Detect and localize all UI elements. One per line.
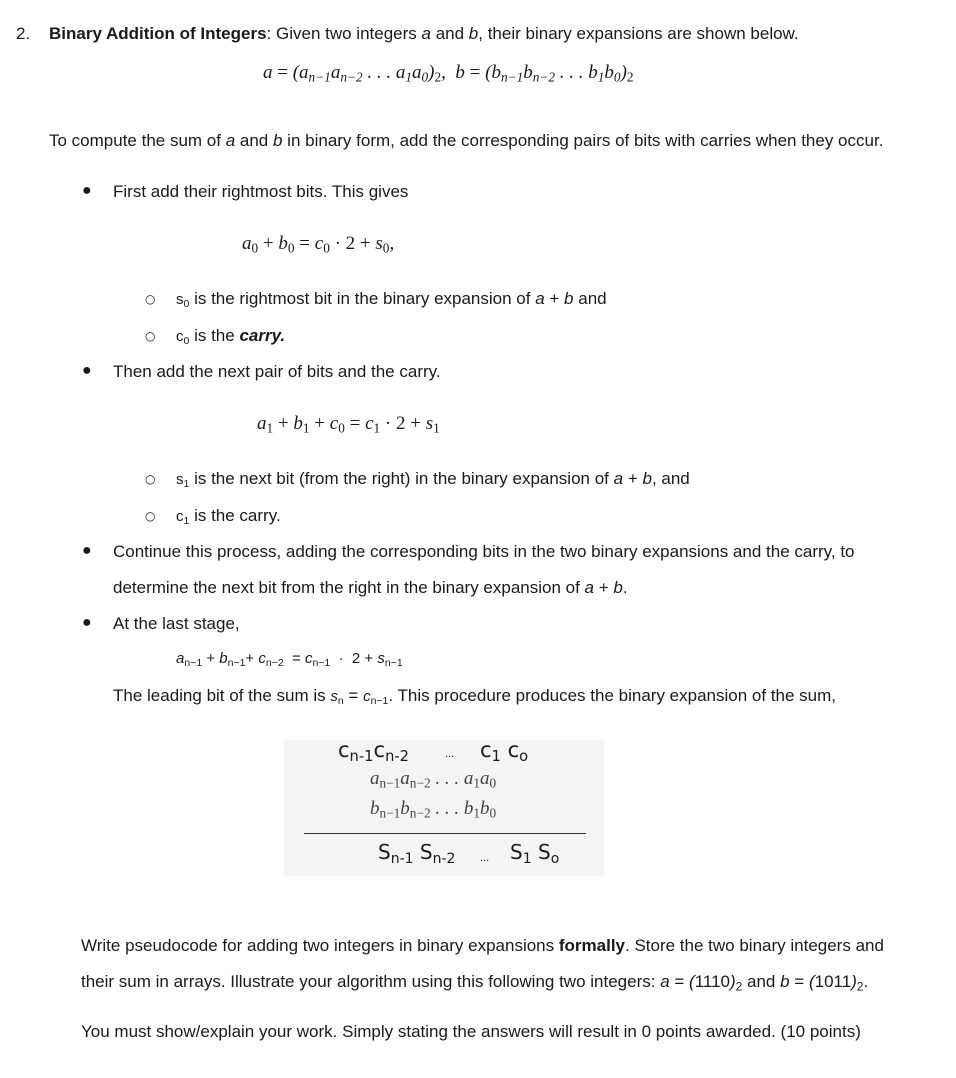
problem-heading [49,24,799,44]
step-second: Then add the next pair of bits and the carry. [113,362,441,381]
sub-bullet-icon: ○ [145,292,156,306]
problem-intro: : Given two integers a and b, their binary expansions are shown below. [266,24,799,43]
sum-row-right: $S_1$ $S_o$ [510,840,560,867]
sum-divider [304,833,586,834]
first-equation: $a_0 + b_0 = c_0 \cdot 2 + s_0$, [242,233,395,256]
first-sub-item-2: $c_0$ is the carry. [176,326,286,347]
carry-row-left: $c_{n-1}c_{n-2}$ [338,738,410,766]
second-sub-item-1: $s_1$ is the next bit (from the right) in the binary expansion of a + b, and [176,469,690,490]
task-line-1: Write pseudocode for adding two integers in binary expansions formally. Store the two binary integers and [81,936,884,955]
step-third-line-1: Continue this process, adding the corresponding bits in the two binary expansions and the carry, to [113,542,855,561]
bullet-icon: ● [82,362,92,379]
step-first: First add their rightmost bits. This gives [113,182,409,201]
second-sub-item-2: $c_1$ is the carry. [176,506,281,527]
expansion-formula: $a = (a_{n-1}a_{n-2}$ . . . $a_1a_0)_2$, $b = (b_{n-1}b_{n-2}$ . . . $b_1b_0)_2$ [263,62,634,85]
carry-row-dots: ... [445,748,455,760]
problem-title: Binary Addition of Integers [49,24,267,43]
sub-bullet-icon: ○ [145,472,156,486]
bullet-icon: ● [82,182,92,199]
sub-bullet-icon: ○ [145,509,156,523]
a-row: $a_{n-1}a_{n-2}$ . . . $a_1a_0$ [370,768,497,791]
sub-bullet-icon: ○ [145,329,156,343]
first-sub-item-1: $s_0$ is the rightmost bit in the binary expansion of a + b and [176,289,607,310]
second-equation: $a_1 + b_1 + c_0 = c_1 \cdot 2 + s_1$ [257,413,440,436]
step-third-line-2: determine the next bit from the right in the binary expansion of a + b. [113,578,628,597]
grading-note: You must show/explain your work. Simply stating the answers will result in 0 points awarded. (10 points) [81,1022,861,1041]
bullet-icon: ● [82,542,92,559]
step-fourth: At the last stage, [113,614,240,633]
task-line-2: their sum in arrays. Illustrate your algorithm using this following two integers: $a = (1110)_2$ and $b = (1011)_2$. [81,972,869,994]
bullet-icon: ● [82,614,92,631]
last-equation: $a_{n-1} + b_{n-1}+ c_{n-2} = c_{n-1} \cdot 2 + s_{n-1}$ [176,650,403,669]
method-intro: To compute the sum of a and b in binary form, add the corresponding pairs of bits with carries when they occur. [49,131,884,150]
sum-row-left: $S_{n-1}$ $S_{n-2}$ [378,840,456,867]
problem-number: 2. [16,24,31,43]
b-row: $b_{n-1}b_{n-2}$ . . . $b_1b_0$ [370,798,497,821]
carry-row-right: $c_1$ $c_o$ [480,738,529,766]
leading-bit-text: The leading bit of the sum is $s_n = c_{n-1}$. This procedure produces the binary expansion of the sum, [113,686,836,707]
sum-row-dots: ... [480,852,490,864]
